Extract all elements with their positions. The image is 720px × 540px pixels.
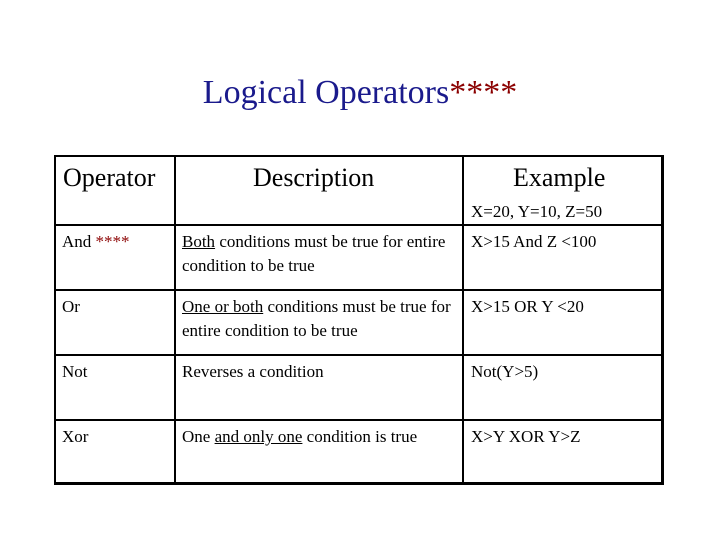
header-divider xyxy=(54,224,664,226)
row-not-description: Reverses a condition xyxy=(182,362,324,381)
row-xor-operator: Xor xyxy=(62,427,89,446)
operator-and-stars: **** xyxy=(95,232,130,251)
slide-title xyxy=(0,74,720,112)
title-text: Logical Operators xyxy=(202,74,450,111)
desc-xor-underlined: and only one xyxy=(214,427,303,446)
row-xor-example: X>Y XOR Y>Z xyxy=(471,427,581,446)
row-and-description xyxy=(182,230,458,278)
header-example: Example xyxy=(513,163,606,192)
desc-and-rest: conditions must be true for entire condition to be true xyxy=(182,232,446,275)
row-divider-1 xyxy=(54,289,664,291)
row-xor-description xyxy=(182,425,432,449)
row-not-operator: Not xyxy=(62,362,88,381)
row-or-description xyxy=(182,295,458,343)
desc-xor-pre: One xyxy=(182,427,215,446)
row-and-example: X>15 And Z <100 xyxy=(471,232,597,251)
row-not-example: Not(Y>5) xyxy=(471,362,539,381)
column-divider-2 xyxy=(462,155,464,485)
desc-xor-rest: condition is true xyxy=(302,427,418,446)
header-description: Description xyxy=(253,163,375,192)
row-or-operator: Or xyxy=(62,297,80,316)
row-and-operator xyxy=(62,230,130,254)
row-divider-2 xyxy=(54,354,664,356)
column-divider-1 xyxy=(174,155,176,485)
row-divider-3 xyxy=(54,419,664,421)
operator-and: And xyxy=(62,232,92,251)
desc-and-underlined: Both xyxy=(182,232,216,251)
title-stars: **** xyxy=(449,74,518,111)
example-variables-note: X=20, Y=10, Z=50 xyxy=(471,202,603,221)
desc-or-rest: conditions must be true for entire condition to be true xyxy=(182,297,451,340)
row-or-example: X>15 OR Y <20 xyxy=(471,297,584,316)
header-operator: Operator xyxy=(63,163,156,192)
desc-or-underlined: One or both xyxy=(182,297,264,316)
